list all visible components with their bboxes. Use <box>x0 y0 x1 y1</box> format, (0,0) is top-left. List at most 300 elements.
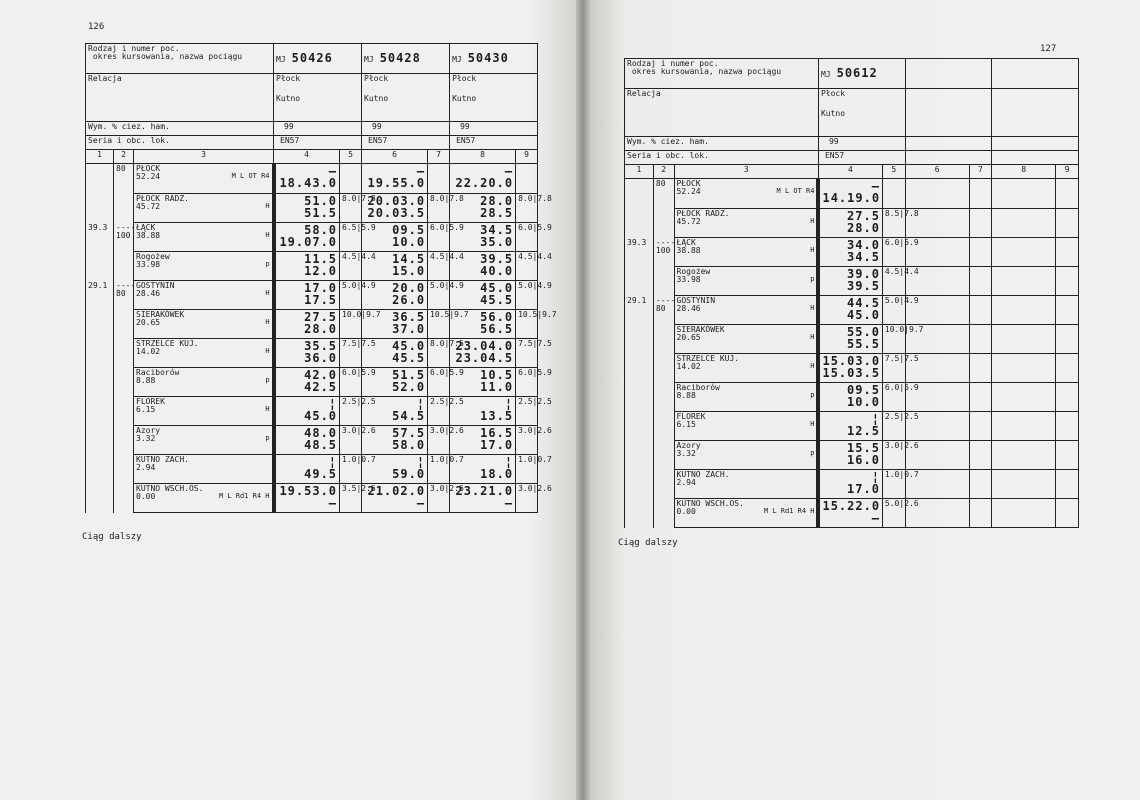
station-row <box>625 238 1079 267</box>
station-distance: 2.94 <box>136 463 156 473</box>
header-row <box>86 74 538 122</box>
station-cell <box>674 441 818 470</box>
station-symbols: H <box>810 333 815 341</box>
run-time-cell <box>969 296 992 325</box>
time-cell <box>818 412 882 441</box>
train-header-cell <box>450 122 538 136</box>
train-header-cell <box>362 44 450 74</box>
time-cell <box>992 412 1056 441</box>
run-time-cell <box>340 223 376 252</box>
departure-time: 18.0 <box>480 467 514 481</box>
run-times: 2.5|2.5 <box>884 412 919 421</box>
station-row <box>86 339 538 368</box>
speed-limit <box>653 325 674 354</box>
column-number: 8 <box>450 150 516 164</box>
run-times: 2.5|2.5 <box>518 397 552 406</box>
run-time-cell <box>428 368 464 397</box>
run-time-cell <box>1056 267 1079 296</box>
arrival-time: 15.22.0 <box>822 499 881 513</box>
column-number-row <box>625 165 1079 179</box>
train-header-cell <box>905 137 992 151</box>
station-symbols: H <box>810 420 815 428</box>
header-label: Seria i obc. lok. <box>625 151 819 165</box>
station-row <box>625 179 1079 209</box>
station-row <box>86 368 538 397</box>
arrival-time: 10.5 <box>480 368 514 382</box>
departure-time: 10.0 <box>392 235 426 249</box>
station-cell <box>674 325 818 354</box>
continued-note-right: Ciąg dalszy <box>618 538 678 548</box>
station-cell <box>674 296 818 325</box>
departure-time: 59.0 <box>392 467 426 481</box>
run-time-cell <box>1056 209 1079 238</box>
km-marker <box>625 412 654 441</box>
station-name: KUTNO WSCH.OS. <box>676 499 744 508</box>
run-times: 1.0|0.7 <box>518 455 552 464</box>
arrival-time: 15.5 <box>847 441 880 455</box>
station-distance: 20.65 <box>676 333 701 343</box>
arrival-time: 48.0 <box>304 426 338 440</box>
station-distance: 45.72 <box>676 217 701 227</box>
run-time-cell <box>516 484 552 513</box>
column-number: 5 <box>340 150 362 164</box>
arrival-time: 39.0 <box>847 267 880 281</box>
run-time-cell <box>882 470 919 499</box>
arrival-time: 23.04.0 <box>455 339 514 353</box>
run-times: 3.5|2.6 <box>342 484 376 493</box>
run-times: 5.0|2.6 <box>884 499 919 508</box>
station-distance: 38.88 <box>136 231 161 241</box>
station-symbols: p <box>265 260 270 268</box>
station-distance: 38.88 <box>676 246 701 256</box>
arrival-time: ¦ <box>416 455 426 469</box>
station-row <box>625 383 1079 412</box>
column-number-row <box>86 150 538 164</box>
header-row <box>625 151 1079 165</box>
column-number: 6 <box>362 150 428 164</box>
timetable-left <box>85 43 557 513</box>
speed-limit: ---- 80 <box>114 281 134 310</box>
km-marker <box>625 354 654 383</box>
run-time-cell <box>340 281 376 310</box>
station-row <box>86 281 538 310</box>
run-times: 5.0|4.9 <box>342 281 376 290</box>
station-cell <box>134 223 274 252</box>
run-times: 6.0|5.9 <box>884 383 919 392</box>
arrival-time: 39.5 <box>480 252 514 266</box>
station-distance: 33.98 <box>676 275 701 285</box>
run-time-cell <box>969 412 992 441</box>
arrival-time: 09.5 <box>392 223 426 237</box>
run-time-cell <box>428 397 464 426</box>
time-cell <box>992 267 1056 296</box>
station-row <box>86 223 538 252</box>
train-prefix: MJ <box>364 55 374 65</box>
departure-time: 19.07.0 <box>279 235 338 249</box>
arrival-time: ¦ <box>871 412 880 426</box>
station-row <box>86 194 538 223</box>
run-time-cell <box>1056 354 1079 383</box>
run-time-cell <box>969 267 992 296</box>
km-marker <box>86 194 114 223</box>
column-number: 7 <box>428 150 450 164</box>
station-cell <box>674 267 818 296</box>
speed-limit <box>653 412 674 441</box>
time-cell <box>274 194 340 223</box>
station-name: SIERAKÓWEK <box>676 325 725 334</box>
station-distance: 33.98 <box>136 260 161 270</box>
station-symbols: M L OT R4 <box>231 172 270 180</box>
header-label: Rodzaj i numer poc. okres kursowania, nazwa pociągu <box>86 44 274 74</box>
run-times: 4.5|4.4 <box>342 252 376 261</box>
train-header-cell <box>274 122 362 136</box>
run-time-cell <box>969 238 992 267</box>
train-header-cell <box>362 74 450 122</box>
station-row <box>625 209 1079 238</box>
run-times: 2.5|2.5 <box>342 397 376 406</box>
station-row <box>86 164 538 194</box>
header-label: Rodzaj i numer poc. okres kursowania, nazwa pociągu <box>625 59 819 89</box>
speed-limit: ---- 80 <box>653 296 674 325</box>
station-cell <box>134 455 274 484</box>
brake-percent: 99 <box>828 137 839 146</box>
station-name: Azory <box>136 426 161 435</box>
run-time-cell <box>428 426 464 455</box>
arrival-time: 23.21.0 <box>455 484 514 498</box>
train-header-cell <box>818 89 905 137</box>
station-name: ŁĄCK <box>136 223 156 232</box>
header-row <box>86 44 538 74</box>
run-times: 10.0|9.7 <box>342 310 381 319</box>
km-marker <box>86 397 114 426</box>
station-name: Azory <box>676 441 701 450</box>
continued-note-left: Ciąg dalszy <box>82 532 142 542</box>
run-time-cell <box>516 252 552 281</box>
train-header-cell <box>818 151 905 165</box>
time-cell <box>274 339 340 368</box>
page-number-right: 127 <box>1040 44 1057 54</box>
departure-time: 14.19.0 <box>822 191 881 205</box>
relation-to: Kutno <box>452 94 477 104</box>
station-cell <box>134 281 274 310</box>
train-header-cell <box>992 89 1079 137</box>
time-cell <box>992 179 1056 209</box>
station-cell <box>134 426 274 455</box>
column-number: 4 <box>818 165 882 179</box>
speed-limit <box>114 455 134 484</box>
departure-time: 39.5 <box>847 279 880 293</box>
station-cell <box>134 397 274 426</box>
column-number: 6 <box>905 165 969 179</box>
arrival-time: 20.03.0 <box>367 194 426 208</box>
km-marker <box>625 470 654 499</box>
time-cell <box>274 164 340 194</box>
station-cell <box>134 339 274 368</box>
header-label: Seria i obc. lok. <box>86 136 274 150</box>
speed-limit <box>653 354 674 383</box>
time-cell <box>992 325 1056 354</box>
station-distance: 8.88 <box>676 391 696 401</box>
station-name: GOSTYNIN <box>136 281 175 290</box>
run-time-cell <box>340 397 376 426</box>
km-marker: 29.1 <box>86 281 114 310</box>
speed-limit: 80 <box>114 164 134 194</box>
run-times: 10.5|9.7 <box>518 310 557 319</box>
run-time-cell <box>882 325 924 354</box>
time-cell <box>274 455 340 484</box>
arrival-time: 27.5 <box>847 209 880 223</box>
run-time-cell <box>516 164 538 194</box>
loco-series: EN57 <box>824 151 845 160</box>
arrival-time: ¦ <box>504 455 514 469</box>
time-cell <box>818 354 882 383</box>
column-number: 3 <box>134 150 274 164</box>
run-time-cell <box>882 354 919 383</box>
arrival-time: ¦ <box>504 397 514 411</box>
time-cell <box>362 164 428 194</box>
station-cell <box>674 383 818 412</box>
run-time-cell <box>969 441 992 470</box>
departure-time: 15.0 <box>392 264 426 278</box>
station-symbols: p <box>810 391 815 399</box>
run-time-cell <box>516 397 552 426</box>
station-distance: 2.94 <box>676 478 696 488</box>
header-label: Relacja <box>625 89 819 137</box>
time-cell <box>818 296 882 325</box>
run-time-cell <box>428 281 464 310</box>
station-row <box>86 397 538 426</box>
train-header-cell <box>818 137 905 151</box>
run-times: 8.0|7.5 <box>430 339 464 348</box>
departure-time: 45.5 <box>392 351 426 365</box>
station-symbols: p <box>265 434 270 442</box>
arrival-time: 44.5 <box>847 296 880 310</box>
km-marker <box>86 339 114 368</box>
time-cell <box>818 325 882 354</box>
station-name: PŁOCK RADZ. <box>676 209 730 218</box>
station-symbols: H <box>810 246 815 254</box>
station-cell <box>134 252 274 281</box>
run-time-cell <box>882 441 919 470</box>
km-marker <box>86 252 114 281</box>
time-cell <box>274 223 340 252</box>
arrival-time: — <box>416 164 426 178</box>
train-header-cell <box>362 136 450 150</box>
station-distance: 52.24 <box>136 172 161 182</box>
arrival-time: 17.0 <box>304 281 338 295</box>
station-symbols: M L Rd1 R4 H <box>763 507 815 515</box>
arrival-time: — <box>328 164 338 178</box>
station-name: KUTNO WSCH.OS. <box>136 484 204 493</box>
train-header-cell <box>362 122 450 136</box>
departure-time: — <box>871 511 880 525</box>
run-times: 7.5|7.5 <box>342 339 376 348</box>
station-cell <box>674 179 818 209</box>
column-number: 8 <box>992 165 1056 179</box>
time-cell <box>450 164 516 194</box>
time-cell <box>362 484 428 513</box>
run-times: 6.0|5.9 <box>518 368 552 377</box>
run-time-cell <box>340 368 376 397</box>
station-distance: 3.32 <box>136 434 156 444</box>
run-times: 3.0|2.6 <box>518 426 552 435</box>
departure-time: 18.43.0 <box>279 176 338 190</box>
loco-series: EN57 <box>368 136 388 145</box>
departure-time: — <box>416 496 426 510</box>
station-name: STRZELCE KUJ. <box>676 354 740 363</box>
speed-limit <box>114 310 134 339</box>
station-name: ŁĄCK <box>676 238 696 247</box>
time-cell <box>818 238 882 267</box>
time-cell <box>274 368 340 397</box>
train-header-cell <box>818 59 905 89</box>
train-header-cell <box>992 137 1079 151</box>
time-cell <box>274 310 340 339</box>
time-cell <box>450 339 516 368</box>
departure-time: 45.5 <box>480 293 514 307</box>
train-header-cell <box>274 74 362 122</box>
run-time-cell <box>428 484 464 513</box>
station-symbols: M L OT R4 <box>776 187 815 195</box>
train-number: 50612 <box>836 66 878 81</box>
station-distance: 3.32 <box>676 449 696 459</box>
station-cell <box>134 310 274 339</box>
arrival-time: ¦ <box>871 470 880 484</box>
time-cell <box>818 267 882 296</box>
departure-time: 28.0 <box>847 221 880 235</box>
arrival-time: 45.0 <box>392 339 426 353</box>
time-cell <box>992 383 1056 412</box>
departure-time: 20.03.5 <box>367 206 426 220</box>
train-header-cell <box>992 151 1079 165</box>
departure-time: 23.04.5 <box>455 351 514 365</box>
station-name: STRZELCE KUJ. <box>136 339 199 348</box>
run-times: 6.0|5.9 <box>884 238 919 247</box>
run-time-cell <box>882 383 919 412</box>
train-header-cell <box>450 44 538 74</box>
station-row <box>86 426 538 455</box>
station-distance: 28.46 <box>676 304 701 314</box>
train-header-cell <box>274 44 362 74</box>
train-number: 50426 <box>291 51 333 66</box>
arrival-time: 34.5 <box>480 223 514 237</box>
arrival-time: 11.5 <box>304 252 338 266</box>
departure-time: 15.03.5 <box>822 366 881 380</box>
station-distance: 8.88 <box>136 376 156 386</box>
station-distance: 14.02 <box>676 362 701 372</box>
speed-limit <box>653 383 674 412</box>
departure-time: — <box>328 496 338 510</box>
column-number: 5 <box>882 165 905 179</box>
arrival-time: 56.0 <box>480 310 514 324</box>
departure-time: 54.5 <box>392 409 426 423</box>
station-name: SIERAKÓWEK <box>136 310 185 319</box>
speed-limit: ---- 100 <box>114 223 134 252</box>
station-symbols: H <box>810 217 815 225</box>
departure-time: 48.5 <box>304 438 338 452</box>
arrival-time: 21.02.0 <box>367 484 426 498</box>
run-times: 4.5|4.4 <box>430 252 464 261</box>
station-row <box>86 484 538 513</box>
run-time-cell <box>1056 383 1079 412</box>
station-row <box>625 267 1079 296</box>
km-marker <box>625 267 654 296</box>
run-times: 4.5|4.4 <box>884 267 919 276</box>
departure-time: 49.5 <box>304 467 338 481</box>
run-times: 7.5|7.5 <box>884 354 919 363</box>
station-row <box>625 354 1079 383</box>
column-number: 3 <box>674 165 818 179</box>
km-marker: 39.3 <box>86 223 114 252</box>
run-time-cell <box>516 426 552 455</box>
run-times: 3.0|2.6 <box>430 484 464 493</box>
header-row <box>625 89 1079 137</box>
run-time-cell <box>969 499 992 528</box>
run-time-cell <box>882 499 919 528</box>
station-cell <box>674 209 818 238</box>
departure-time: 56.5 <box>480 322 514 336</box>
column-number: 1 <box>86 150 114 164</box>
time-cell <box>274 281 340 310</box>
station-cell <box>674 412 818 441</box>
station-distance: 28.46 <box>136 289 161 299</box>
header-row <box>86 136 538 150</box>
station-row <box>86 455 538 484</box>
station-distance: 0.00 <box>676 507 696 517</box>
arrival-time: 42.0 <box>304 368 338 382</box>
station-distance: 6.15 <box>136 405 156 415</box>
km-marker <box>625 383 654 412</box>
loco-series: EN57 <box>280 136 300 145</box>
station-cell <box>674 499 818 528</box>
run-time-cell <box>340 339 376 368</box>
departure-time: 17.0 <box>480 438 514 452</box>
speed-limit <box>114 194 134 223</box>
loco-series: EN57 <box>456 136 476 145</box>
departure-time: 51.5 <box>304 206 338 220</box>
station-name: Raciborów <box>676 383 720 392</box>
run-times: 6.0|5.9 <box>518 223 552 232</box>
run-time-cell <box>969 383 992 412</box>
run-time-cell <box>882 267 919 296</box>
departure-time: 52.0 <box>392 380 426 394</box>
run-time-cell <box>882 238 919 267</box>
speed-limit <box>114 252 134 281</box>
station-distance: 0.00 <box>136 492 156 502</box>
station-name: FLOREK <box>136 397 165 406</box>
arrival-time: 34.0 <box>847 238 880 252</box>
station-symbols: p <box>810 449 815 457</box>
run-time-cell <box>516 281 552 310</box>
run-times: 3.0|2.6 <box>430 426 464 435</box>
run-time-cell <box>340 252 376 281</box>
run-time-cell <box>516 194 552 223</box>
station-name: KUTNO ZACH. <box>676 470 730 479</box>
run-time-cell <box>1056 238 1079 267</box>
station-symbols: H <box>810 362 815 370</box>
time-cell <box>274 397 340 426</box>
time-cell <box>818 470 882 499</box>
speed-limit <box>653 209 674 238</box>
time-cell <box>905 179 969 209</box>
arrival-time: — <box>504 164 514 178</box>
km-marker <box>86 310 114 339</box>
arrival-time: 16.5 <box>480 426 514 440</box>
train-prefix: MJ <box>820 70 831 80</box>
run-time-cell <box>340 164 362 194</box>
column-number: 2 <box>114 150 134 164</box>
station-row <box>86 252 538 281</box>
